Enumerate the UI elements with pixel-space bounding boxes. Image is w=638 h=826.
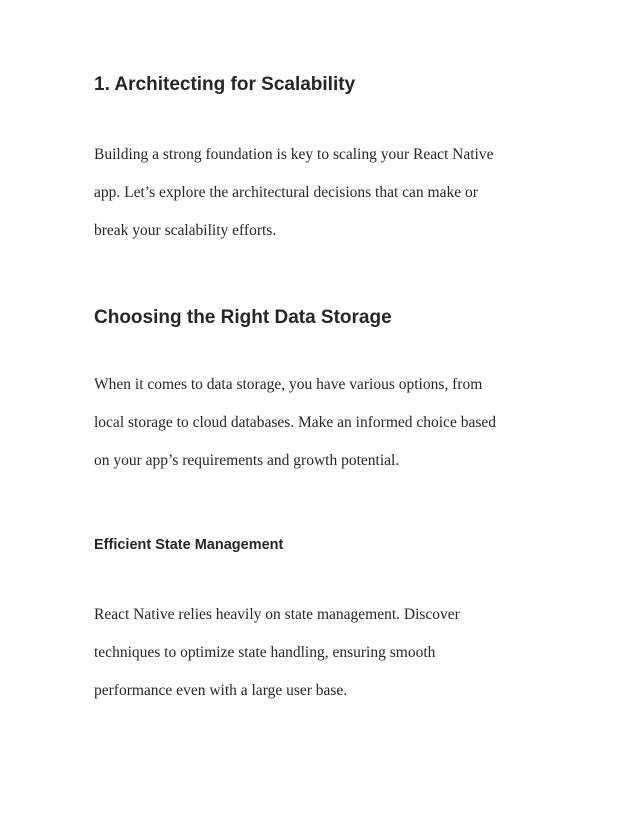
- section-heading-data-storage: Choosing the Right Data Storage: [94, 307, 392, 328]
- paragraph-line: break your scalability efforts.: [94, 222, 277, 239]
- paragraph-line: local storage to cloud databases. Make an informed choice based: [94, 414, 496, 431]
- paragraph-line: techniques to optimize state handling, ensuring smooth: [94, 644, 436, 661]
- paragraph-line: performance even with a large user base.: [94, 682, 348, 699]
- paragraph-line: Building a strong foundation is key to scaling your React Native: [94, 146, 494, 163]
- section-heading-state-management: Efficient State Management: [94, 537, 284, 553]
- paragraph-architecting: [94, 136, 493, 250]
- section-heading-architecting: 1. Architecting for Scalability: [94, 74, 356, 95]
- paragraph-line: When it comes to data storage, you have various options, from: [94, 376, 483, 393]
- paragraph-data-storage: [94, 366, 496, 480]
- paragraph-line: React Native relies heavily on state management. Discover: [94, 606, 460, 623]
- paragraph-line: on your app’s requirements and growth potential.: [94, 452, 400, 469]
- paragraph-line: app. Let’s explore the architectural decisions that can make or: [94, 184, 478, 201]
- paragraph-state-management: [94, 596, 460, 710]
